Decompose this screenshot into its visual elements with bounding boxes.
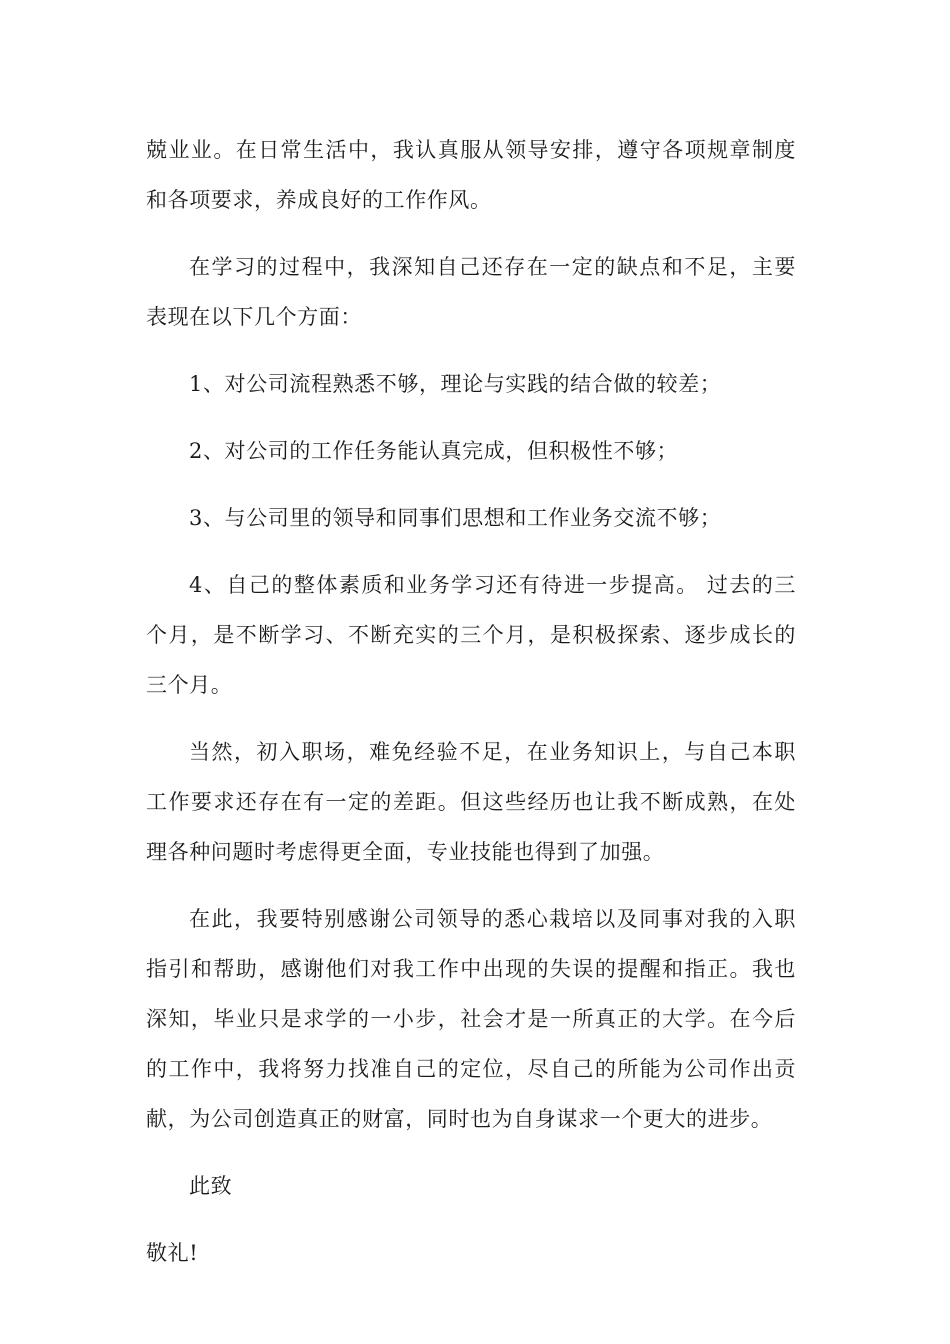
- paragraph-gratitude: [146, 894, 796, 1144]
- paragraph-spacing: [146, 543, 796, 560]
- text-line: 表现在以下几个方面：: [146, 305, 362, 329]
- text-line: 在学习的过程中，我深知自己还存在一定的缺点和不足，主要: [189, 255, 796, 279]
- text-line: 三个月。: [146, 673, 233, 697]
- paragraph-spacing: [146, 710, 796, 727]
- text-line: 的工作中，我将努力找准自己的定位，尽自己的所能为公司作出贡: [146, 1057, 796, 1081]
- text-line: 和各项要求，养成良好的工作作风。: [146, 188, 492, 212]
- paragraph-shortcomings-intro: [146, 242, 796, 342]
- paragraph-spacing: [146, 342, 796, 359]
- closing-salutation: [146, 1161, 796, 1211]
- paragraph-spacing: [146, 1211, 796, 1228]
- closing-regards: [146, 1228, 796, 1278]
- text-line: 兢业业。在日常生活中，我认真服从领导安排，遵守各项规章制度: [146, 138, 796, 162]
- text-line: 深知，毕业只是求学的一小步，社会才是一所真正的大学。在今后: [146, 1007, 796, 1031]
- paragraph-spacing: [146, 476, 796, 493]
- paragraph-point-3: [146, 493, 796, 543]
- text-line: 理各种问题时考虑得更全面，专业技能也得到了加强。: [146, 840, 665, 864]
- paragraph-spacing: [146, 225, 796, 242]
- paragraph-point-4: [146, 560, 796, 710]
- text-line: 指引和帮助，感谢他们对我工作中出现的失误的提醒和指正。我也: [146, 957, 796, 981]
- paragraph-point-2: [146, 426, 796, 476]
- text-line: 1、对公司流程熟悉不够，理论与实践的结合做的较差；: [189, 372, 722, 396]
- paragraph-spacing: [146, 409, 796, 426]
- paragraph-spacing: [146, 877, 796, 894]
- text-line: 当然，初入职场，难免经验不足，在业务知识上，与自己本职: [189, 740, 796, 764]
- paragraph-point-1: [146, 359, 796, 409]
- document-body: [146, 125, 796, 1278]
- paragraph-experience: [146, 727, 796, 877]
- paragraph-work-attitude: [146, 125, 796, 225]
- text-line: 个月，是不断学习、不断充实的三个月，是积极探索、逐步成长的: [146, 623, 796, 647]
- text-line: 4、自己的整体素质和业务学习还有待进一步提高。 过去的三: [189, 573, 796, 597]
- paragraph-spacing: [146, 1144, 796, 1161]
- text-line: 3、与公司里的领导和同事们思想和工作业务交流不够；: [189, 506, 722, 530]
- text-line: 此致: [189, 1174, 233, 1198]
- text-line: 在此，我要特别感谢公司领导的悉心栽培以及同事对我的入职: [189, 907, 796, 931]
- text-line: 2、对公司的工作任务能认真完成，但积极性不够；: [189, 439, 679, 463]
- text-line: 工作要求还存在有一定的差距。但这些经历也让我不断成熟，在处: [146, 790, 796, 814]
- text-line: 献，为公司创造真正的财富，同时也为自身谋求一个更大的进步。: [146, 1107, 773, 1131]
- text-line: 敬礼!: [146, 1241, 199, 1265]
